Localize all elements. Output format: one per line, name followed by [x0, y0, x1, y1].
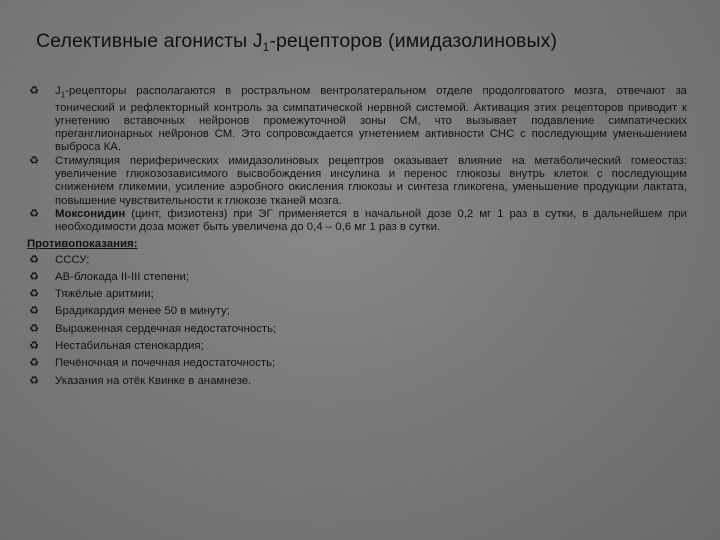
contraindication-item	[27, 286, 687, 303]
contraindication-item	[27, 269, 687, 286]
bullet-icon: ♻	[29, 374, 39, 387]
contraindication-item	[27, 338, 687, 355]
contraindication-text: СССУ;	[55, 253, 90, 266]
contraindications-list	[27, 252, 687, 390]
contraindication-item	[27, 355, 687, 372]
bullet-icon: ♻	[29, 305, 39, 318]
contraindications-heading: Противопоказания:	[27, 237, 138, 250]
slide-body	[27, 85, 687, 390]
title-text: Селективные агонисты J	[36, 30, 263, 52]
contraindication-item	[27, 321, 687, 338]
title-text-suffix: -рецепторов (имидазолиновых)	[269, 30, 558, 52]
contraindication-text: Брадикардия менее 50 в минуту;	[55, 305, 230, 318]
bullet-icon: ♻	[29, 340, 39, 353]
contraindication-text: Указания на отёк Квинке в анамнезе.	[55, 374, 252, 387]
bullet-item	[27, 208, 687, 235]
bullet-text: Моксонидин (цинт, физиотенз) при ЭГ применяется в начальной дозе 0,2 мг 1 раз в сутки, в дальнейшем при необходимости доза может быть увеличена до 0,4 – 0,6 мг 1 раз в сутки.	[55, 207, 687, 234]
bullet-text: $J_1$-рецепторы располагаются в ростральном вентролатеральном отделе продолговатого мозга, отвечают за тонический и рефлекторный контроль за симпатической нервной системой. Активация этих рецепторов приводит к угнетению вставочных нейронов промежуточной зоны СМ, что вызывает подавление симпатических преганглионарных нейронов СМ. Это сопровождается угнетением активности СНС с последующим уменьшением выброса КА.	[55, 85, 687, 154]
contraindication-text: Выраженная сердечная недостаточность;	[55, 322, 277, 335]
bullet-icon: ♻	[29, 357, 39, 370]
title-subscript: 1	[262, 40, 270, 54]
bullet-icon: ♻	[29, 270, 39, 283]
contraindication-text: Печёночная и почечная недостаточность;	[55, 357, 276, 370]
bullet-icon: ♻	[29, 207, 39, 220]
contraindication-text: АВ-блокада II-III степени;	[55, 270, 190, 283]
slide-title	[36, 30, 696, 54]
contraindication-item	[27, 303, 687, 320]
bullet-icon: ♻	[29, 154, 39, 167]
drug-name: Моксонидин	[55, 207, 126, 220]
bullet-text: Стимуляция периферических имидазолиновых рецептров оказывает влияние на метаболический гомеостаз: увеличение глюкозозависимого высвобождения инсулина и перенос глюкозы внутрь клеток с последующим снижением гликемии, усиление аэробного окисления глюкозы и синтеза гликогена, уменьшение продукции лактата, повышение чувствительности к глюкозе тканей мозга.	[55, 154, 687, 207]
bullet-icon: ♻	[29, 288, 39, 301]
bullet-icon: ♻	[29, 322, 39, 335]
contraindication-text: Нестабильная стенокардия;	[55, 340, 204, 353]
contraindication-item	[27, 373, 687, 390]
bullet-icon: ♻	[29, 253, 39, 266]
bullet-item	[27, 85, 687, 155]
contraindication-text: Тяжёлые аритмии;	[55, 288, 154, 301]
bullet-icon: ♻	[29, 85, 39, 97]
contraindication-item	[27, 252, 687, 269]
bullet-item	[27, 155, 687, 208]
